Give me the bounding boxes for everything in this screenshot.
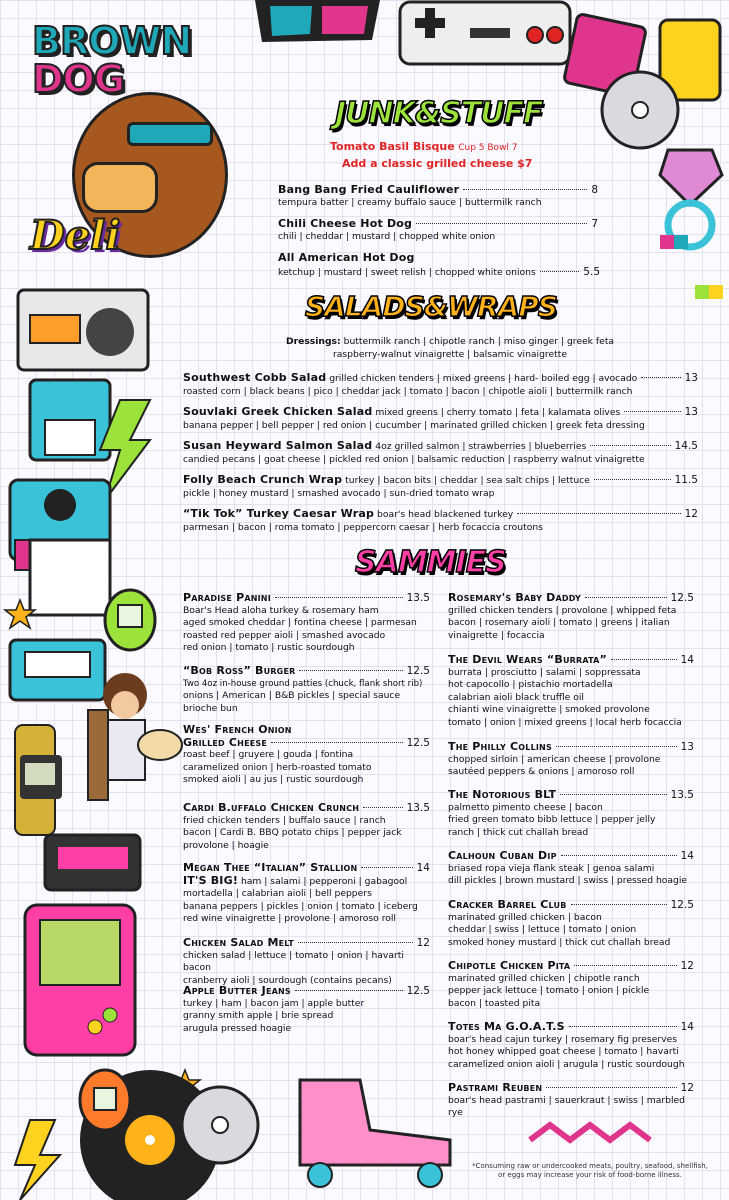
- item-desc-2: roasted corn | black beans | pico | cheddar jack | tomato | bacon | chipotle aioli | buttermilk ranch: [183, 385, 633, 397]
- menu-item: [183, 862, 430, 926]
- item-name: Susan Heyward Salmon Salad: [183, 439, 373, 452]
- item-name: Cracker Barrel Club: [448, 898, 567, 911]
- menu-item: [183, 406, 698, 432]
- item-name: Southwest Cobb Salad: [183, 371, 327, 384]
- junk-section-title: JUNK&STUFF: [335, 96, 543, 131]
- sammies-section-title: SAMMIES: [355, 545, 506, 580]
- item-line: arugula pressed hoagie: [183, 1022, 292, 1034]
- item-desc-2: parmesan | bacon | roma tomato | peppercorn caesar | herb focaccia croutons: [183, 521, 543, 533]
- item-line: roast beef | gruyere | gouda | fontina: [183, 749, 354, 761]
- item-name: Souvlaki Greek Chicken Salad: [183, 405, 373, 418]
- boombox-icon: [18, 290, 148, 370]
- item-line: chicken salad | lettuce | tomato | onion | havarti bacon: [183, 949, 404, 974]
- item-line: Boar's Head aloha turkey & rosemary ham: [183, 604, 379, 616]
- item-line: vinaigrette | focaccia: [448, 629, 545, 641]
- item-name: Chicken Salad Melt: [183, 936, 294, 949]
- 3d-glasses-icon: [255, 0, 380, 42]
- item-name: “Tik Tok” Turkey Caesar Wrap: [183, 507, 375, 520]
- menu-item: [183, 440, 698, 466]
- bisque-name: Tomato Basil Bisque: [330, 140, 455, 153]
- item-line: calabrian aioli black truffle oil: [448, 691, 584, 703]
- item-name: Rosemary's Baby Daddy: [448, 591, 581, 604]
- item-line: fried chicken tenders | buffalo sauce | ranch: [183, 814, 386, 826]
- menu-item: [183, 665, 430, 715]
- item-price: 8: [591, 184, 598, 196]
- menu-item: [448, 960, 694, 1010]
- item-price: 13: [684, 406, 698, 418]
- gameboy-icon: [25, 905, 135, 1055]
- floppy-disk-blue-icon: [30, 380, 110, 460]
- item-line: onions | American | B&B pickles | special sauce: [183, 690, 401, 702]
- item-price: 14: [680, 850, 694, 862]
- item-name: The Devil Wears “Burrata”: [448, 653, 607, 666]
- sandwich-icon: [82, 162, 158, 213]
- item-desc: ketchup | mustard | sweet relish | chopped white onions: [278, 266, 536, 278]
- menu-item: [183, 474, 698, 500]
- item-price: 14: [680, 1021, 694, 1033]
- logo: [22, 19, 247, 272]
- item-line: smoked aioli | au jus | rustic sourdough: [183, 774, 364, 786]
- photo-icon: [30, 540, 110, 615]
- item-price: 12.5: [670, 899, 694, 911]
- bisque-sizes: Cup 5 Bowl 7: [458, 143, 518, 153]
- menu-item: [448, 850, 694, 888]
- item-line: banana peppers | pickles | onion | tomato | iceberg: [183, 900, 418, 912]
- item-desc-2: banana pepper | bell pepper | red onion | cucumber | marinated grilled chicken | greek feta dressing: [183, 419, 645, 431]
- tamagotchi-icon: [105, 590, 155, 650]
- item-line: burrata | prosciutto | salami | soppressata: [448, 666, 641, 678]
- item-name: Megan Thee “Italian” Stallion: [183, 861, 358, 874]
- item-name: Chipotle Chicken Pita: [448, 959, 571, 972]
- menu-item: [183, 802, 430, 852]
- cassette-icon-2: [45, 835, 140, 890]
- game-controller-icon: [400, 2, 570, 64]
- item-price: 13: [684, 372, 698, 384]
- item-line: caramelized onion | herb-roasted tomato: [183, 761, 372, 773]
- item-price: 12.5: [406, 665, 430, 677]
- menu-item: [183, 937, 430, 987]
- dressings: [270, 336, 630, 361]
- item-desc-1: turkey | bacon bits | cheddar | sea salt chips | lettuce: [345, 475, 590, 486]
- item-price: 12.5: [406, 985, 430, 997]
- dressings-label: Dressings:: [285, 336, 341, 347]
- item-price: 12: [680, 960, 694, 972]
- item-name: Chili Cheese Hot Dog: [278, 217, 413, 230]
- menu-item: [278, 218, 598, 243]
- item-desc-1: 4oz grilled salmon | strawberries | blueberries: [375, 441, 587, 452]
- item-line: mortadella | calabrian aioli | bell peppers: [183, 888, 372, 900]
- item-line: hot capocollo | pistachio mortadella: [448, 679, 613, 691]
- item-line: cranberry aioli | sourdough (contains pecans): [183, 974, 392, 986]
- item-line: cheddar | swiss | lettuce | tomato | onion: [448, 924, 637, 936]
- item-desc: tempura batter | creamy buffalo sauce | buttermilk ranch: [278, 196, 542, 208]
- item-line: bacon | Cardi B. BBQ potato chips | pepper jack: [183, 827, 402, 839]
- item-line: Two 4oz in-house ground patties (chuck, flank short rib): [183, 678, 423, 689]
- item-price: 12: [416, 937, 430, 949]
- item-line: red onion | tomato | rustic sourdough: [183, 642, 355, 654]
- item-line: hot honey whipped goat cheese | tomato | havarti: [448, 1046, 679, 1058]
- item-name: Paradise Panini: [183, 591, 271, 604]
- dressings-line-2: raspberry-walnut vinaigrette | balsamic vinaigrette: [332, 348, 568, 360]
- item-price: 7: [591, 218, 598, 230]
- item-line: pepper jack lettuce | tomato | onion | pickle: [448, 985, 650, 997]
- item-line: ham | salami | pepperoni | gabagool: [240, 875, 408, 887]
- item-name: Pastrami Reuben: [448, 1081, 543, 1094]
- item-line: provolone | hoagie: [183, 839, 269, 851]
- item-price: 12.5: [670, 592, 694, 604]
- item-line: brioche bun: [183, 702, 238, 714]
- item-price: 13: [680, 741, 694, 753]
- item-name: All American Hot Dog: [278, 251, 415, 264]
- item-name: Bang Bang Fried Cauliflower: [278, 183, 460, 196]
- menu-item: [183, 724, 430, 787]
- item-price: 14: [416, 862, 430, 874]
- item-line: marinated grilled chicken | bacon: [448, 911, 602, 923]
- item-price: 13.5: [406, 802, 430, 814]
- item-price: 11.5: [674, 474, 698, 486]
- item-line: turkey | ham | bacon jam | apple butter: [183, 997, 365, 1009]
- tamagotchi-orange-icon: [80, 1070, 130, 1130]
- item-line: bacon | toasted pita: [448, 997, 541, 1009]
- menu-item: [278, 252, 600, 279]
- item-line: boar's head pastrami | sauerkraut | swiss | marbled rye: [448, 1094, 685, 1119]
- footnote: *Consuming raw or undercooked meats, poultry, seafood, shellfish, or eggs may increase your risk of food-borne illness.: [472, 1162, 708, 1179]
- item-tagline: IT'S BIG!: [183, 873, 239, 887]
- item-price: 13.5: [406, 592, 430, 604]
- item-desc-1: mixed greens | cherry tomato | feta | kalamata olives: [375, 407, 621, 418]
- cassette-icon: [10, 640, 105, 700]
- menu-item: [448, 899, 694, 949]
- item-line: briased ropa vieja flank steak | genoa salami: [448, 862, 655, 874]
- menu-item: [448, 592, 694, 642]
- grilled-cheese-addon: Add a classic grilled cheese $7: [342, 157, 533, 170]
- item-name: “Bob Ross” Burger: [183, 664, 296, 677]
- item-line: marinated grilled chicken | chipotle ranch: [448, 972, 640, 984]
- logo-line-dog: DOG: [32, 57, 125, 101]
- item-price: 13.5: [670, 789, 694, 801]
- item-price: 14.5: [674, 440, 698, 452]
- item-line: chopped sirloin | american cheese | provolone: [448, 753, 661, 765]
- item-line: dill pickles | brown mustard | swiss | pressed hoagie: [448, 875, 688, 887]
- item-name: Wes' French Onion: [183, 723, 292, 736]
- item-price: 14: [680, 654, 694, 666]
- item-desc-1: boar's head blackened turkey: [377, 509, 514, 520]
- zigzag-icon: [530, 1125, 650, 1140]
- menu-item: [448, 741, 694, 779]
- item-line: fried green tomato bibb lettuce | pepper jelly: [448, 814, 656, 826]
- logo-line-brown: BROWN: [32, 19, 192, 63]
- item-line: aged smoked cheddar | fontina cheese | parmesan: [183, 617, 417, 629]
- bisque-line: [330, 140, 518, 153]
- item-name-2: Grilled Cheese: [183, 735, 268, 749]
- item-name: Cardi B.uffalo Chicken Crunch: [183, 801, 360, 814]
- item-price: 12: [684, 508, 698, 520]
- item-line: ranch | thick cut challah bread: [448, 826, 589, 838]
- item-line: caramelized onion aioli | arugula | rustic sourdough: [448, 1058, 685, 1070]
- menu-item: [183, 985, 430, 1035]
- item-line: roasted red pepper aioli | smashed avocado: [183, 629, 386, 641]
- item-desc-2: candied pecans | goat cheese | pickled red onion | balsamic reduction | raspberry walnut vinaigrette: [183, 453, 645, 465]
- menu-item: [183, 508, 698, 534]
- item-line: granny smith apple | brie spread: [183, 1010, 334, 1022]
- menu-item: [448, 654, 694, 730]
- item-desc: chili | cheddar | mustard | chopped white onion: [278, 230, 496, 242]
- item-name: The Philly Collins: [448, 740, 552, 753]
- ring-icon: [660, 150, 722, 247]
- item-line: tomato | onion | mixed greens | local herb focaccia: [448, 716, 682, 728]
- salads-section-title: SALADS&WRAPS: [305, 290, 557, 323]
- menu-item: [183, 592, 430, 655]
- menu-item: [448, 1082, 694, 1120]
- cd-bottom-icon: [182, 1087, 258, 1163]
- item-line: boar's head cajun turkey | rosemary fig preserves: [448, 1033, 678, 1045]
- logo-line-deli: Deli: [30, 212, 121, 259]
- lightning-bottom-icon: [15, 1120, 60, 1200]
- watch-icon: [15, 725, 62, 835]
- item-desc-1: grilled chicken tenders | mixed greens | hard- boiled egg | avocado: [329, 373, 638, 384]
- item-line: sautéed peppers & onions | amoroso roll: [448, 766, 635, 778]
- item-name: Calhoun Cuban Dip: [448, 849, 557, 862]
- roller-skate-icon: [300, 1080, 450, 1187]
- cd-icon: [602, 72, 678, 148]
- item-name: Totes Ma G.O.A.T.S: [448, 1020, 565, 1033]
- item-desc-2: pickle | honey mustard | smashed avocado | sun-dried tomato wrap: [183, 487, 495, 499]
- menu-item: [448, 789, 694, 839]
- menu-item: [183, 372, 698, 398]
- item-price: 12: [680, 1082, 694, 1094]
- item-line: palmetto pimento cheese | bacon: [448, 801, 603, 813]
- item-line: red wine vinaigrette | provolone | amoroso roll: [183, 913, 396, 925]
- item-price: 5.5: [583, 265, 600, 278]
- item-name: Folly Beach Crunch Wrap: [183, 473, 343, 486]
- item-price: 12.5: [406, 736, 430, 749]
- dressings-line-1: buttermilk ranch | chipotle ranch | miso ginger | greek feta: [343, 336, 615, 347]
- item-line: chianti wine vinaigrette | smoked provolone: [448, 704, 650, 716]
- menu-item: [278, 184, 598, 209]
- item-line: bacon | rosemary aioli | tomato | greens | italian: [448, 617, 670, 629]
- menu-item: [448, 1021, 694, 1071]
- item-line: grilled chicken tenders | provolone | whipped feta: [448, 604, 677, 616]
- item-line: smoked honey mustard | thick cut challah bread: [448, 936, 671, 948]
- sunglasses-icon: [127, 122, 213, 146]
- item-name: Apple Butter Jeans: [183, 984, 291, 997]
- item-name: The Notorious BLT: [448, 788, 557, 801]
